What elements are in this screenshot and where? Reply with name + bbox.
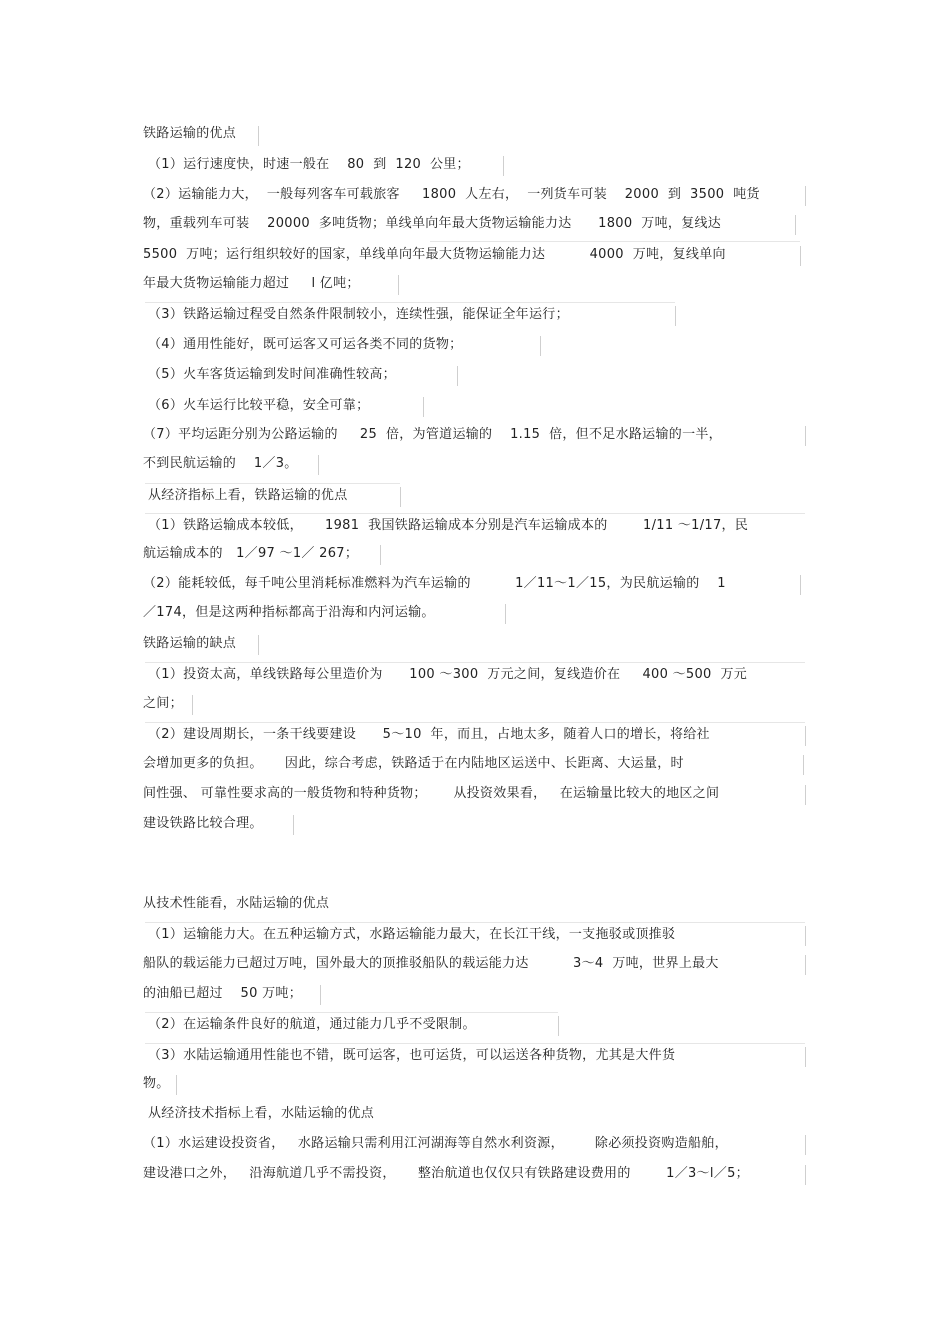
- paragraph-line: （6）火车运行比较平稳，安全可靠；: [148, 398, 370, 413]
- cell-border: [803, 755, 804, 775]
- cell-border: [258, 126, 259, 146]
- paragraph-line: 间性强、 可靠性要求高的一般货物和特种货物； 从投资效果看， 在运输量比较大的地区之间: [143, 786, 720, 801]
- paragraph-line: （2）能耗较低，每千吨公里消耗标准燃料为汽车运输的 1／11～1／15，为民航运输的 1: [143, 576, 726, 591]
- cell-border: [805, 426, 806, 446]
- cell-border: [675, 306, 676, 326]
- paragraph-line: 5500 万吨；运行组织较好的国家，单线单向年最大货物运输能力达 4000 万吨，复线单向: [143, 247, 726, 262]
- paragraph-line: （1）水运建设投资省， 水路运输只需利用江河湖海等自然水利资源， 除必须投资购造船舶，: [143, 1136, 728, 1151]
- paragraph-line: 年最大货物运输能力超过 l 亿吨；: [143, 276, 360, 291]
- cell-border: [176, 1075, 177, 1095]
- paragraph-line: （1）铁路运输成本较低， 1981 我国铁路运输成本分别是汽车运输成本的 1/11 ～1/17，民: [148, 518, 749, 533]
- paragraph-line: 物，重载列车可装 20000 多吨货物；单线单向年最大货物运输能力达 1800 万吨，复线达: [143, 216, 722, 231]
- paragraph-line: （2）在运输条件良好的航道，通过能力几乎不受限制。: [148, 1017, 476, 1032]
- paragraph-line: （2）运输能力大， 一般每列客车可载旅客 1800 人左右， 一列货车可装 2000 到 3500 吨货: [143, 187, 760, 202]
- cell-border: [805, 1135, 806, 1155]
- cell-border: [558, 1016, 559, 1036]
- paragraph-line: 会增加更多的负担。 因此，综合考虑，铁路适于在内陆地区运送中、长距离、大运量，时: [143, 756, 684, 771]
- cell-border: [318, 455, 319, 475]
- paragraph-line: 之间；: [143, 696, 183, 711]
- paragraph-line: （7）平均运距分别为公路运输的 25 倍，为管道运输的 1.15 倍，但不足水路运输的一半，: [143, 427, 722, 442]
- cell-border: [805, 726, 806, 746]
- cell-border: [805, 1047, 806, 1067]
- cell-border: [805, 1165, 806, 1185]
- paragraph-line: 船队的载运能力已超过万吨，国外最大的顶推驳船队的载运能力达 3～4 万吨，世界上最大: [143, 956, 719, 971]
- paragraph-line: （1）投资太高，单线铁路每公里造价为 100 ～300 万元之间，复线造价在 400 ～500 万元: [148, 667, 748, 682]
- cell-border: [457, 366, 458, 386]
- paragraph-line: 物。: [143, 1076, 170, 1091]
- cell-border: [398, 275, 399, 295]
- paragraph-line: 建设港口之外， 沿海航道几乎不需投资， 整治航道也仅仅只有铁路建设费用的 1／3～l／5；: [143, 1166, 749, 1181]
- cell-border: [430, 241, 800, 242]
- section-title-water-tech: 从技术性能看，水陆运输的优点: [143, 896, 330, 911]
- paragraph-line: （1）运行速度快，时速一般在 80 到 120 公里；: [148, 157, 470, 172]
- paragraph-line: （3）水陆运输通用性能也不错，既可运客，也可运货，可以运送各种货物，尤其是大件货: [148, 1048, 676, 1063]
- paragraph-line: 不到民航运输的 1／3。: [143, 456, 298, 471]
- paragraph-line: （4）通用性能好，既可运客又可运各类不同的货物；: [148, 337, 463, 352]
- cell-border: [805, 926, 806, 946]
- section-title-rail-cons: 铁路运输的缺点: [143, 636, 237, 651]
- cell-border: [503, 156, 504, 176]
- cell-border: [800, 575, 801, 595]
- section-title-rail-econ: 从经济指标上看，铁路运输的优点: [148, 488, 348, 503]
- cell-border: [192, 695, 193, 715]
- cell-border: [258, 635, 259, 655]
- section-title-water-econ: 从经济技术指标上看，水陆运输的优点: [148, 1106, 375, 1121]
- paragraph-line: （2）建设周期长，一条干线要建设 5～10 年，而且，占地太多，随着人口的增长，将给社: [148, 727, 710, 742]
- paragraph-line: （5）火车客货运输到发时间准确性较高；: [148, 367, 396, 382]
- paragraph-line: （3）铁路运输过程受自然条件限制较小，连续性强，能保证全年运行；: [148, 307, 569, 322]
- cell-border: [540, 336, 541, 356]
- cell-border: [293, 815, 294, 835]
- section-title-rail-pros: 铁路运输的优点: [143, 126, 237, 141]
- cell-border: [805, 955, 806, 975]
- cell-border: [795, 215, 796, 235]
- cell-border: [380, 545, 381, 565]
- paragraph-line: 建设铁路比较合理。: [143, 816, 263, 831]
- cell-border: [400, 487, 401, 507]
- cell-border: [320, 985, 321, 1005]
- cell-border: [805, 186, 806, 206]
- cell-border: [800, 246, 801, 266]
- paragraph-line: 航运输成本的 1／97 ～1／ 267；: [143, 546, 359, 561]
- paragraph-line: （1）运输能力大。在五种运输方式，水路运输能力最大，在长江干线，一支拖驳或顶推驳: [148, 927, 676, 942]
- cell-border: [505, 604, 506, 624]
- paragraph-line: ／174，但是这两种指标都高于沿海和内河运输。: [143, 605, 435, 620]
- cell-border: [423, 397, 424, 417]
- paragraph-line: 的油船已超过 50 万吨；: [143, 986, 303, 1001]
- cell-border: [805, 785, 806, 805]
